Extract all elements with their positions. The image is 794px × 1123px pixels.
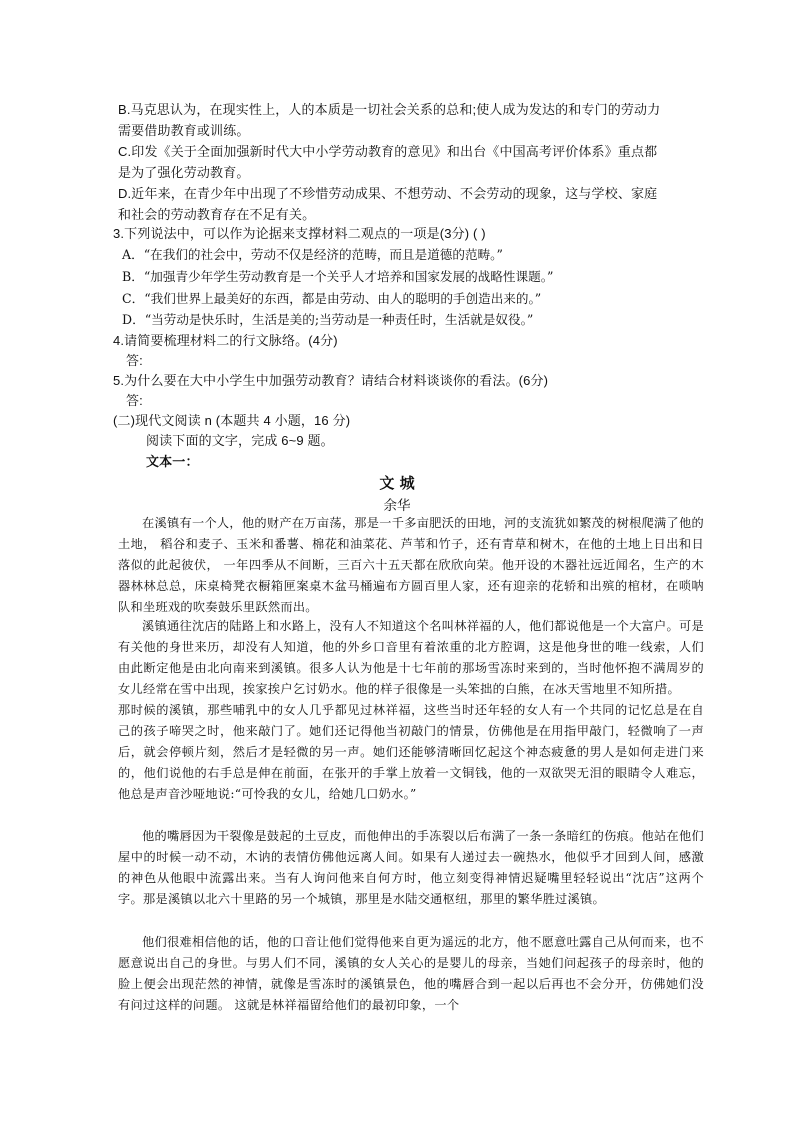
- article-paragraph: 在溪镇有一个人，他的财产在万亩荡，那是一千多亩肥沃的田地，河的支流犹如繁茂的树根爬满了他的土地， 稻谷和麦子、玉米和番薯、棉花和油菜花、芦苇和竹子，还有青草和树木，在他的土地上日出和日落似的此起彼伏， 一年四季从不间断，三百六十五天都在欣欣向荣。他开设的木器社远近闻名，生产的木器林林总总，床桌椅凳衣橱箱匣案桌木盆马桶遍布方圆百里人家，还有迎亲的花轿和出殡的棺材，在唢呐队和坐班戏的吹奏鼓乐里跃然而出。: [118, 516, 704, 614]
- option-d-line2: 和社会的劳动教育存在不足有关。: [118, 207, 316, 222]
- question-3-option-b: B．“加强青少年学生劳动教育是一个关乎人才培养和国家发展的战略性课题。”: [122, 269, 554, 284]
- text-one-label: 文本一：: [146, 454, 199, 469]
- question-4-answer-label: 答:: [126, 353, 143, 368]
- question-3-option-a: A．“在我们的社会中，劳动不仅是经济的范畴，而且是道德的范畴。”: [122, 247, 503, 262]
- section-heading: (二)现代文阅读 n (本题共 4 小题，16 分): [113, 413, 351, 428]
- article-author: 余华: [383, 498, 411, 513]
- article-paragraph: 那时候的溪镇，那些哺乳中的女人几乎都见过林祥福，这些当时还年轻的女人有一个共同的记忆总是在自己的孩子啼哭之时，他来敲门了。她们还记得他当初敲门的情景，仿佛他是在用指甲敲门，轻微响了一声后，就会停顿片刻，然后才是轻微的另一声。她们还能够清晰回忆起这个神态疲惫的男人是如何走进门来的，他们说他的右手总是伸在前面，在张开的手掌上放着一文铜钱，他的一双欲哭无泪的眼睛令人难忘，他总是声音沙哑地说:“可怜我的女儿，给她几口奶水。”: [118, 703, 704, 801]
- option-d-line1: D.近年来，在青少年中出现了不珍惜劳动成果、不想劳动、不会劳动的现象，这与学校、家庭: [118, 186, 658, 201]
- question-4-stem: 4.请简要梳理材料二的行文脉络。(4分): [113, 333, 338, 348]
- article-paragraph: 他们很难相信他的话，他的口音让他们觉得他来自更为遥远的北方，他不愿意吐露自己从何而来，也不愿意说出自己的身世。与男人们不同，溪镇的女人关心的是婴儿的母亲，当她们问起孩子的母亲时，他的脸上便会出现茫然的神情，就像是雪冻时的溪镇景色，他的嘴唇合到一起以后再也不会分开，仿佛她们没有问过这样的问题。 这就是林祥福留给他们的最初印象，一个: [118, 935, 704, 1012]
- article-paragraph: 他的嘴唇因为干裂像是鼓起的土豆皮，而他伸出的手冻裂以后布满了一条一条暗红的伤痕。他站在他们屋中的时候一动不动，木讷的表情仿佛他远离人间。如果有人递过去一碗热水，他似乎才回到人间，感激的神色从他眼中流露出来。当有人询问他来自何方时，他立刻变得神情迟疑嘴里轻轻说出“沈店”这两个字。那是溪镇以北六十里路的另一个城镇，那里是水陆交通枢纽，那里的繁华胜过溪镇。: [118, 829, 704, 906]
- option-c-line2: 是为了强化劳动教育。: [118, 165, 250, 180]
- question-3-stem: 3.下列说法中，可以作为论据来支撑材料二观点的一项是(3分) ( ): [113, 226, 486, 241]
- question-5-answer-label: 答:: [126, 393, 143, 408]
- article-title: 文 城: [379, 474, 415, 492]
- option-b-line2: 需要借助教育或训练。: [118, 123, 250, 138]
- option-b-line1: B.马克思认为，在现实性上，人的本质是一切社会关系的总和;使人成为发达的和专门的劳动力: [118, 102, 661, 117]
- question-3-option-d: D．“当劳动是快乐时，生活是美的;当劳动是一种责任时，生活就是奴役。”: [122, 312, 534, 327]
- option-c-line1: C.印发《关于全面加强新时代大中小学劳动教育的意见》和出台《中国高考评价体系》重点都: [118, 144, 658, 159]
- question-5-stem: 5.为什么要在大中小学生中加强劳动教育？请结合材料谈谈你的看法。(6分): [113, 373, 549, 388]
- question-3-option-c: C．“我们世界上最美好的东西，都是由劳动、由人的聪明的手创造出来的。”: [122, 291, 542, 306]
- article-paragraph: 溪镇通往沈店的陆路上和水路上，没有人不知道这个名叫林祥福的人，他们都说他是一个大富户。可是有关他的身世来历，却没有人知道，他的外乡口音里有着浓重的北方腔调，这是他身世的唯一线索，人们由此断定他是由北向南来到溪镇。很多人认为他是十七年前的那场雪冻时来到的，当时他怀抱不满周岁的女儿经常在雪中出现，挨家挨户乞讨奶水。他的样子很像是一头笨拙的白熊，在冰天雪地里不知所措。: [118, 619, 704, 696]
- section-instruction: 阅读下面的文字，完成 6~9 题。: [146, 433, 334, 448]
